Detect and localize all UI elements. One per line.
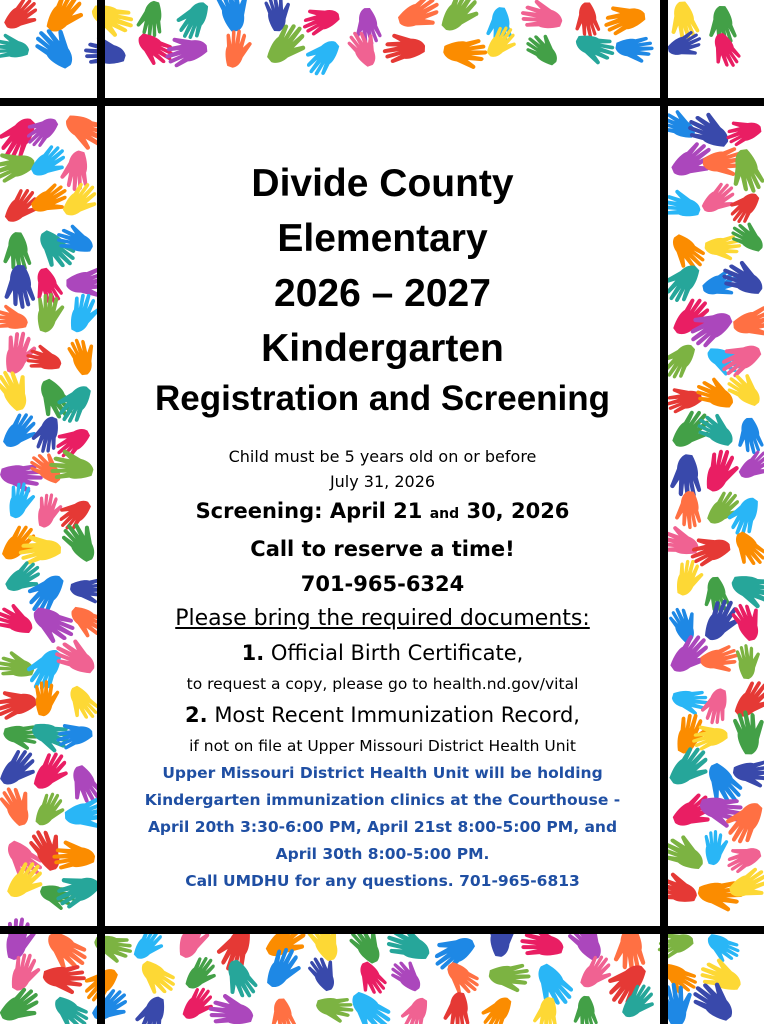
hand-print-icon (398, 994, 429, 1024)
eligibility-line1: Child must be 5 years old on or before (228, 447, 537, 466)
hand-print-icon (704, 447, 742, 496)
hand-print-icon (42, 964, 88, 998)
eligibility-line2: July 31, 2026 (329, 472, 436, 491)
hand-print-icon (47, 994, 93, 1024)
hand-print-icon (6, 917, 37, 961)
document-item-2-label: Most Recent Immunization Record, (214, 703, 580, 727)
hand-print-icon (614, 36, 655, 66)
clinic-line1: Upper Missouri District Health Unit will be holding (162, 764, 603, 782)
school-name-line1: Divide County (251, 162, 514, 205)
reserve-call: Call to reserve a time! (250, 537, 515, 561)
hand-print-icon (5, 330, 38, 376)
hand-print-icon (568, 0, 602, 41)
frame-line-top (0, 98, 764, 106)
hand-print-icon (671, 490, 703, 532)
hand-print-icon (0, 33, 29, 59)
school-name-line2: Elementary (277, 217, 488, 260)
document-item-1-label: Official Birth Certificate, (270, 641, 524, 665)
hand-print-icon (736, 447, 764, 488)
clinic-line4: April 30th 8:00-5:00 PM. (275, 845, 490, 863)
screening-prefix: Screening: April 21 (195, 499, 423, 523)
hand-print-icon (37, 492, 63, 529)
hand-print-icon (531, 996, 557, 1024)
hand-print-icon (316, 998, 354, 1024)
hand-print-icon (442, 38, 489, 73)
hand-print-icon (520, 0, 563, 29)
clinic-contact: Call UMDHU for any questions. 701-965-6813 (185, 872, 580, 890)
document-item-1 (105, 636, 660, 670)
document-item-2-number: 2. (185, 703, 208, 727)
grade-title: Kindergarten (261, 327, 504, 370)
hand-print-icon (52, 715, 95, 752)
hand-print-icon (441, 991, 471, 1024)
hand-print-icon (568, 994, 599, 1024)
hand-print-icon (730, 303, 764, 347)
hand-print-icon (704, 30, 744, 73)
document-item-2-note: if not on file at Upper Missouri District Health Unit (189, 737, 576, 755)
hand-print-icon (263, 996, 298, 1024)
hand-print-icon (666, 742, 716, 796)
hand-print-icon (488, 963, 533, 996)
hand-print-icon (395, 0, 447, 40)
flyer-body (105, 444, 660, 895)
hand-print-icon (136, 1, 162, 39)
flyer-title (105, 156, 660, 422)
clinic-line3: April 20th 3:30-6:00 PM, April 21st 8:00-5:00 PM, and (147, 818, 618, 836)
school-phone: 701-965-6324 (300, 572, 465, 596)
hand-print-icon (0, 681, 39, 722)
hand-print-icon (133, 994, 166, 1024)
frame-line-bottom (0, 926, 764, 934)
hand-print-icon (26, 604, 79, 648)
hand-print-icon (213, 0, 258, 34)
hand-print-icon (0, 745, 43, 794)
hand-print-icon (731, 706, 764, 757)
flyer-content (105, 106, 660, 926)
hand-print-icon (0, 983, 47, 1024)
documents-heading: Please bring the required documents: (175, 606, 590, 631)
hand-print-icon (299, 32, 342, 80)
hand-print-icon (1, 0, 44, 39)
hand-print-icon (734, 642, 764, 681)
document-item-1-note: to request a copy, please go to health.nd.gov/vital (186, 675, 579, 693)
event-title: Registration and Screening (154, 379, 611, 418)
screening-dates (105, 494, 660, 532)
hand-print-icon (573, 34, 617, 67)
hand-print-icon (33, 789, 69, 832)
frame-line-right (660, 0, 668, 1024)
screening-connector: and (429, 506, 460, 522)
hand-print-icon (38, 293, 65, 332)
hand-print-icon (180, 984, 219, 1024)
hand-print-icon (25, 344, 62, 371)
hand-print-icon (704, 829, 730, 866)
hand-print-icon (297, 0, 342, 39)
hand-print-icon (28, 141, 73, 186)
hand-print-icon (88, 3, 136, 40)
clinic-line2: Kindergarten immunization clinics at the Courthouse - (144, 791, 621, 809)
hand-print-icon (0, 780, 41, 829)
hand-print-icon (522, 28, 566, 68)
hand-print-icon (721, 111, 764, 149)
hand-print-icon (208, 994, 253, 1024)
hand-print-icon (0, 600, 37, 635)
hand-print-icon (379, 26, 427, 65)
hand-print-icon (30, 414, 59, 454)
document-item-1-number: 1. (241, 641, 265, 665)
hand-print-icon (225, 29, 252, 68)
hand-print-icon (51, 634, 101, 676)
hand-print-icon (476, 991, 514, 1024)
screening-suffix: 30, 2026 (466, 499, 570, 523)
hand-print-icon (599, 0, 649, 38)
hand-print-icon (0, 651, 35, 678)
hand-print-icon (31, 748, 75, 797)
hand-print-icon (132, 958, 179, 1001)
hand-print-icon (387, 954, 429, 993)
hand-print-icon (172, 0, 211, 42)
hand-print-icon (725, 529, 764, 573)
frame-line-left (97, 0, 105, 1024)
hand-print-icon (8, 481, 36, 520)
hand-print-icon (684, 108, 735, 150)
school-year: 2026 – 2027 (274, 272, 491, 315)
hand-print-icon (438, 0, 485, 40)
hand-print-icon (724, 493, 761, 539)
hand-print-icon (694, 408, 741, 449)
document-item-2 (105, 698, 660, 732)
